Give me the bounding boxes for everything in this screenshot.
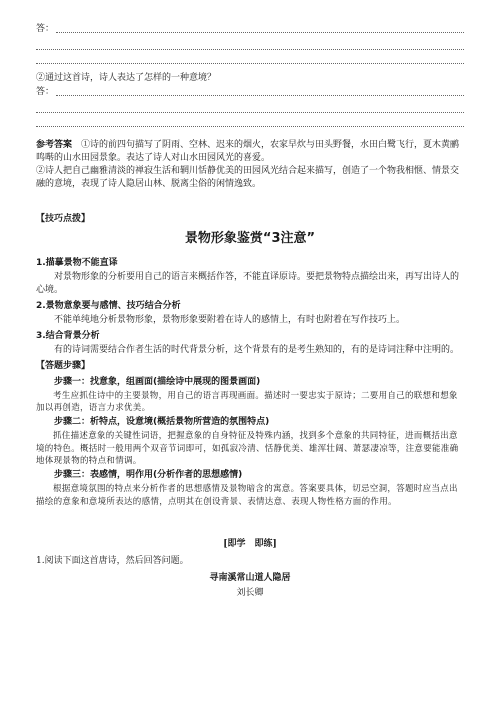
reference-text-1: ①诗的前四句描写了阴雨、空林、迟来的烟火，农家早炊与田头野餐，水田白鹭飞行，夏木黄鹂鸣啭的山水田园景象。表达了诗人对山水田园风光的喜爱。 xyxy=(36,140,460,164)
question-2: ②通过这首诗，诗人表达了怎样的一种意境？ xyxy=(36,73,217,83)
answer-blank xyxy=(56,94,464,96)
practice-question: 1.阅读下面这首唐诗，然后回答问题。 xyxy=(36,555,189,566)
practice-heading: [即学 即练] xyxy=(223,538,277,549)
step-body: 抓住描述意象的关键性词语，把握意象的自身特征及特殊内涵，找到多个意象的共同特征，进而概括出意境的特色。概括时一般用两个双音节词即可，如孤寂冷清、恬静优美、雄浑壮阔、萧瑟凄凉等，注意要能准确地体现景物的特点和情调。 xyxy=(36,431,459,466)
answer-blank xyxy=(56,31,464,33)
reference-line-1 xyxy=(36,139,464,165)
document-page xyxy=(36,22,464,600)
answer-label: 答： xyxy=(36,23,55,34)
step-title: 步骤三：表感情，明作用(分析作者的思想感情) xyxy=(54,470,243,481)
answer-blank xyxy=(36,48,464,50)
answer-blank xyxy=(36,125,464,127)
answer-blank xyxy=(36,111,464,113)
step-title: 步骤一：找意象，组画面(描绘诗中展现的图景画面) xyxy=(54,376,261,387)
reference-answer xyxy=(36,139,464,191)
section-tag: 【技巧点拨】 xyxy=(36,214,91,225)
point-heading: 1.描摹景物不能直译 xyxy=(36,258,118,269)
point-body: 有的诗词需要结合作者生活的时代背景分析，这个背景有的是考生熟知的，有的是诗词注释中注明的。 xyxy=(54,345,460,356)
poem-author: 刘长卿 xyxy=(236,587,264,598)
step-body: 根据意境氛围的特点来分析作者的思想感情及景物暗含的寓意。答案要具体，切忌空洞，答题时应当点出描绘的意象和意境所表达的感情，点明其在创设背景、表情达意、表现人物性格方面的作用。 xyxy=(36,484,458,507)
point-heading: 2.景物意象要与感情、技巧结合分析 xyxy=(36,301,181,312)
answer-blank xyxy=(36,62,464,64)
answer-label: 答： xyxy=(36,87,55,97)
reference-line-2: ②诗人把自己幽雅清淡的禅寂生活和辋川恬静优美的田园风光结合起来描写，创造了一个物我相惬、情景交融的意境，表现了诗人隐居山林、脱离尘俗的闲情逸致。 xyxy=(36,166,460,190)
point-body: 对景物形象的分析要用自己的语言来概括作答，不能直译原诗。要把景物特点描绘出来，再写出诗人的心境。 xyxy=(36,272,460,296)
steps-tag: 【答题步骤】 xyxy=(36,361,91,372)
point-heading: 3.结合背景分析 xyxy=(36,331,100,342)
section-title: 景物形象鉴赏“3注意” xyxy=(184,231,316,247)
poem-title: 寻南溪常山道人隐居 xyxy=(209,572,291,583)
step-body: 考生应抓住诗中的主要景物，用自己的语言再现画面。描述时一要忠实于原诗；二要用自己的联想和想象加以再创造，语言力求优美。 xyxy=(36,390,458,413)
answer-line-1 xyxy=(36,22,464,36)
answer-line-2 xyxy=(36,85,464,99)
step-title: 步骤二：析特点，设意境(概括景物所营造的氛围特点) xyxy=(54,417,270,428)
point-body: 不能单纯地分析景物形象，景物形象要附着在诗人的感情上，有时也附着在写作技巧上。 xyxy=(54,315,406,326)
reference-label: 参考答案 xyxy=(36,140,73,151)
